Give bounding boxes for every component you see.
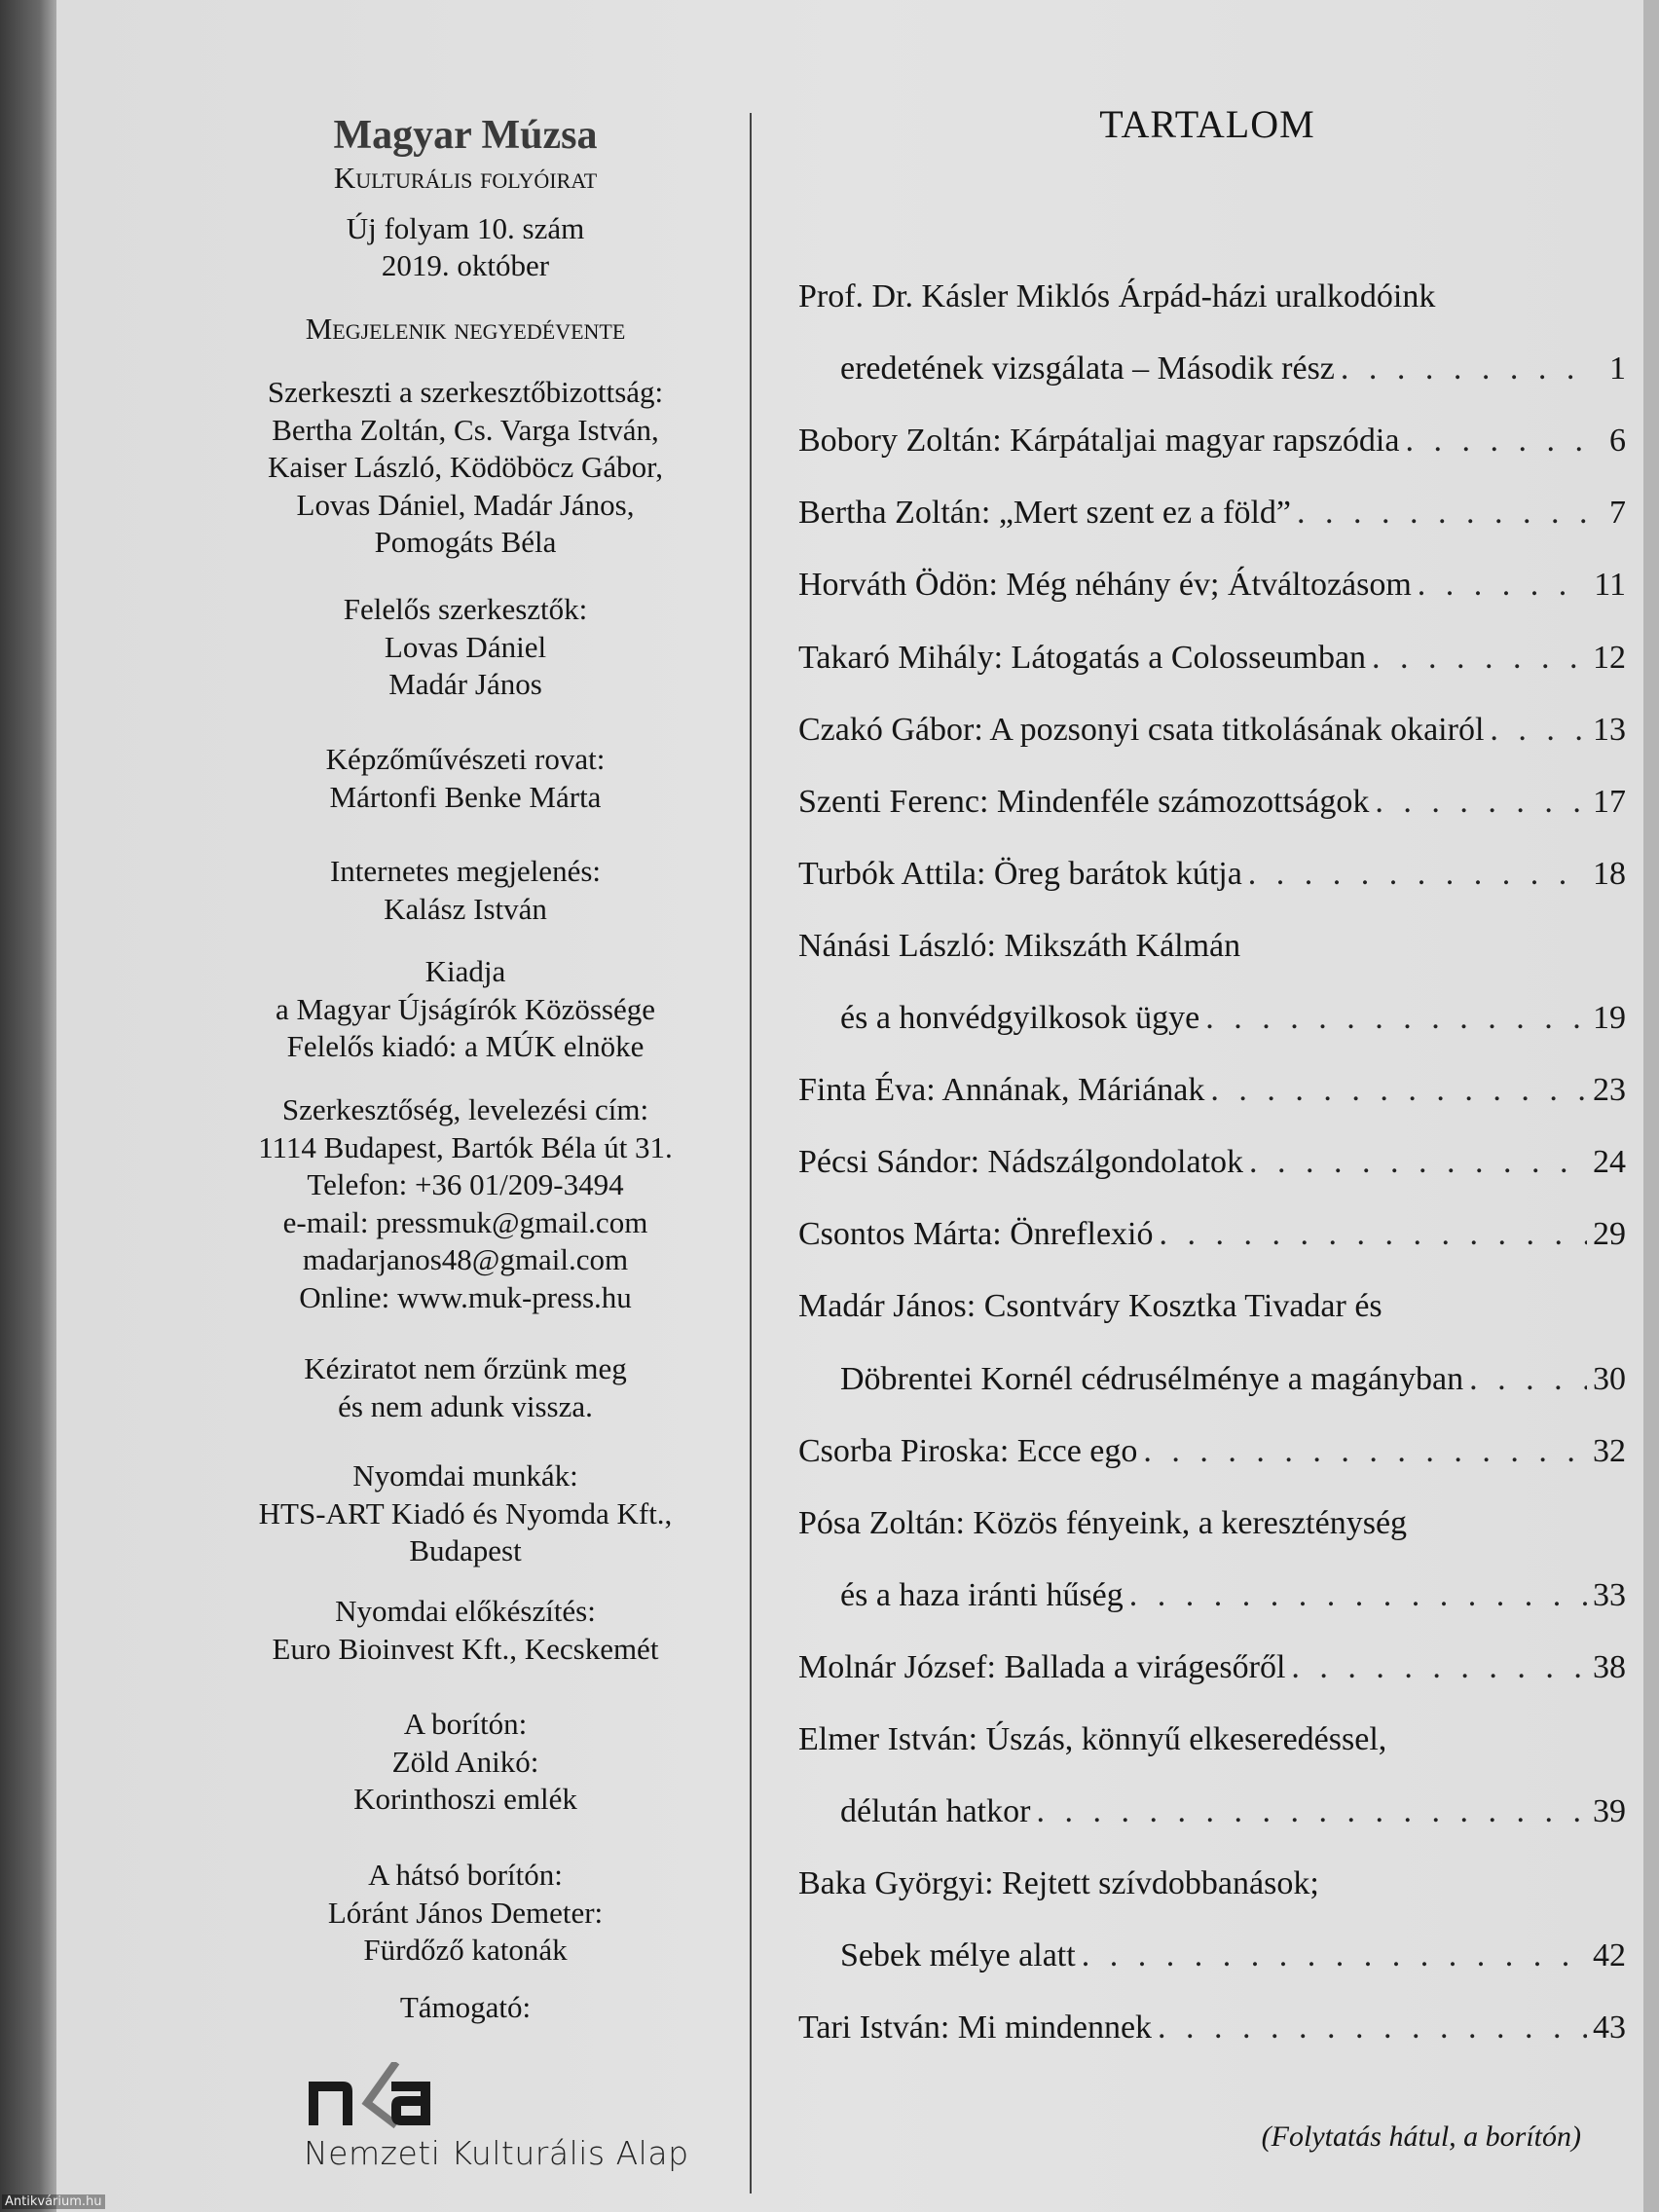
toc-page-number: 18 (1593, 855, 1626, 892)
toc-entry (798, 350, 1626, 389)
imprint-line: e-mail: pressmuk@gmail.com (282, 1204, 648, 1239)
toc-entry-title: Sebek mélye alatt (840, 1937, 1076, 1974)
toc-entry-title: Madár János: Csontváry Kosztka Tivadar és (798, 1288, 1382, 1325)
toc-entry-title: délután hatkor (840, 1793, 1031, 1830)
imprint-line: Kéziratot nem őrzünk meg (304, 1351, 627, 1385)
dot-leader (1375, 784, 1587, 821)
dot-leader (1210, 1072, 1587, 1109)
toc-entry (798, 1937, 1626, 1976)
frequency: Megjelenik negyedévente (305, 312, 626, 346)
continuation-note: (Folytatás hátul, a borítón) (1261, 2120, 1581, 2153)
toc-entry (798, 1793, 1626, 1832)
toc-page-number: 6 (1609, 423, 1626, 460)
toc-page-number: 43 (1593, 2009, 1626, 2046)
toc-entry (798, 1865, 1626, 1904)
imprint-line: Képzőművészeti rovat: (325, 742, 606, 776)
imprint-line: Pomogáts Béla (374, 525, 557, 559)
toc-entry-title: eredetének vizsgálata – Második rész (840, 350, 1335, 387)
imprint-line: HTS-ART Kiadó és Nyomda Kft., (258, 1495, 673, 1530)
imprint-line: Internetes megjelenés: (329, 854, 602, 888)
imprint-group (222, 1593, 709, 1668)
toc-entry (798, 1000, 1626, 1039)
toc-entry-title: Czakó Gábor: A pozsonyi csata titkolásának okairól (798, 711, 1485, 748)
toc-entry-title: és a honvédgyilkosok ügye (840, 1000, 1200, 1036)
toc-entry-title: Csontos Márta: Önreflexió (798, 1216, 1154, 1253)
imprint-line: Kalász István (384, 891, 547, 926)
photo-edge-right (1643, 0, 1659, 2212)
toc-entry (798, 856, 1626, 895)
imprint-line: Budapest (409, 1533, 522, 1567)
dot-leader (1291, 1649, 1587, 1686)
dot-leader (1143, 1433, 1587, 1470)
imprint-group (222, 1989, 709, 2027)
toc-entry-title: Molnár József: Ballada a virágesőről (798, 1648, 1286, 1685)
dot-leader (1341, 350, 1591, 387)
subtitle: Kulturális folyóirat (333, 161, 598, 195)
imprint-line: Nyomdai munkák: (352, 1458, 578, 1493)
imprint-line: Madár János (388, 667, 542, 701)
toc-page-number: 29 (1593, 1216, 1626, 1253)
masthead: Magyar Múzsa (333, 113, 598, 158)
toc-entry-title: Horváth Ödön: Még néhány év; Átváltozásom (798, 567, 1412, 604)
toc-page-number: 11 (1594, 567, 1626, 604)
toc-page-number: 38 (1593, 1648, 1626, 1685)
toc-entry-title: Nánási László: Mikszáth Kálmán (798, 927, 1241, 964)
toc-page-number: 1 (1609, 350, 1626, 387)
dot-leader (1372, 640, 1587, 677)
imprint-line: a Magyar Újságírók Közössége (276, 991, 655, 1026)
imprint-group (222, 1350, 709, 1425)
toc-page-number: 33 (1593, 1576, 1626, 1613)
toc-entry (798, 640, 1626, 679)
toc-page-number: 39 (1593, 1793, 1626, 1830)
dot-leader (1418, 567, 1588, 604)
toc-entry (798, 567, 1626, 606)
toc-entry-title: Csorba Piroska: Ecce ego (798, 1432, 1138, 1469)
toc-page-number: 13 (1593, 711, 1626, 748)
photo-edge-left (0, 0, 56, 2212)
issue-number: Új folyam 10. szám (346, 211, 585, 245)
toc-entry (798, 2009, 1626, 2048)
imprint-line: Szerkeszti a szerkesztőbizottság: (267, 375, 664, 409)
imprint-line: és nem adunk vissza. (338, 1388, 593, 1423)
dot-leader (1036, 1793, 1587, 1830)
toc-page-number: 30 (1593, 1360, 1626, 1397)
toc-entry (798, 1721, 1626, 1760)
toc-page-number: 19 (1593, 1000, 1626, 1036)
toc-entry-title: Tari István: Mi mindennek (798, 2009, 1153, 2046)
toc-entry-title: Szenti Ferenc: Mindenféle számozottságok (798, 783, 1370, 820)
toc-entry-title: Pécsi Sándor: Nádszálgondolatok (798, 1144, 1244, 1181)
imprint-line: A hátsó borítón: (368, 1858, 563, 1892)
toc-entry-title: Bobory Zoltán: Kárpátaljai magyar rapszódia (798, 423, 1400, 460)
dot-leader (1469, 1361, 1587, 1398)
toc-entry (798, 1144, 1626, 1183)
dot-leader (1249, 1144, 1587, 1181)
column-divider (750, 113, 752, 2194)
imprint-line: Felelős szerkesztők: (343, 592, 588, 626)
toc-entry (798, 1288, 1626, 1327)
toc-entry-title: Turbók Attila: Öreg barátok kútja (798, 855, 1242, 892)
dot-leader (1490, 712, 1587, 749)
dot-leader (1405, 423, 1591, 460)
toc-entry (798, 1216, 1626, 1255)
dot-leader (1082, 1937, 1587, 1974)
imprint-group (222, 374, 709, 562)
imprint-line: Támogató: (399, 1990, 532, 2024)
toc-entry (798, 784, 1626, 823)
toc-page-number: 32 (1593, 1432, 1626, 1469)
imprint-group (222, 741, 709, 816)
imprint-line: Lóránt János Demeter: (327, 1895, 604, 1930)
imprint-line: Felelős kiadó: a MÚK elnöke (286, 1029, 645, 1063)
toc-entry-title: Pósa Zoltán: Közös fényeink, a kereszténység (798, 1504, 1408, 1541)
toc-entry-title: Döbrentei Kornél cédrusélménye a magányban (840, 1360, 1464, 1397)
imprint-line: Zöld Anikó: (391, 1744, 539, 1779)
imprint-line: madarjanos48@gmail.com (302, 1242, 629, 1276)
toc-entry (798, 1649, 1626, 1688)
imprint-group (222, 1091, 709, 1316)
imprint-line: Fürdőző katonák (363, 1933, 568, 1967)
dot-leader (1129, 1577, 1587, 1614)
imprint-line: Euro Bioinvest Kft., Kecskemét (272, 1631, 659, 1666)
imprint-line: Korinthoszi emlék (353, 1782, 577, 1816)
imprint-group (222, 591, 709, 704)
toc-page-number: 42 (1593, 1937, 1626, 1974)
toc-entry (798, 278, 1626, 317)
imprint-line: 1114 Budapest, Bartók Béla út 31. (258, 1129, 673, 1164)
toc-entry (798, 1433, 1626, 1472)
toc-entry-title: Takaró Mihály: Látogatás a Colosseumban (798, 639, 1367, 676)
toc-entry (798, 1577, 1626, 1616)
toc-entry (798, 495, 1626, 534)
toc-title: TARTALOM (1099, 102, 1315, 146)
dot-leader (1205, 1000, 1587, 1037)
imprint-line: A borítón: (403, 1707, 528, 1741)
toc-page-number: 24 (1593, 1144, 1626, 1181)
imprint-line: Szerkesztőség, levelezési cím: (281, 1092, 649, 1126)
toc-entry (798, 1505, 1626, 1544)
toc-entry (798, 928, 1626, 967)
dot-leader (1248, 856, 1587, 893)
toc-entry-title: és a haza iránti hűség (840, 1576, 1124, 1613)
imprint-line: Kaiser László, Ködöböcz Gábor, (268, 450, 663, 484)
toc-entry (798, 1072, 1626, 1111)
toc-entry (798, 1361, 1626, 1400)
imprint-line: Kiadja (424, 954, 506, 988)
imprint-group (222, 1857, 709, 1970)
toc-entry (798, 423, 1626, 461)
imprint-line: Nyomdai előkészítés: (335, 1594, 596, 1628)
toc-entry-title: Elmer István: Úszás, könnyű elkeseredéssel, (798, 1721, 1387, 1757)
imprint-group (222, 953, 709, 1066)
imprint-line: Bertha Zoltán, Cs. Varga István, (272, 412, 659, 447)
imprint-line: Lovas Dániel (384, 629, 547, 664)
issue-date: 2019. október (381, 248, 550, 282)
toc-page-number: 7 (1609, 495, 1626, 532)
toc-entry-title: Prof. Dr. Kásler Miklós Árpád-házi uralkodóink (798, 278, 1436, 314)
imprint-group (222, 1457, 709, 1570)
sponsor-name: Nemzeti Kulturális Alap (304, 2134, 689, 2172)
toc-entry-title: Finta Éva: Annának, Máriának (798, 1072, 1205, 1109)
toc-entry-title: Baka Györgyi: Rejtett szívdobbanások; (798, 1865, 1319, 1902)
imprint-line: Lovas Dániel, Madár János, (296, 487, 635, 522)
toc-page-number: 17 (1593, 783, 1626, 820)
imprint-line: Telefon: +36 01/209-3494 (307, 1167, 624, 1201)
watermark: Antikvárium.hu (2, 2194, 105, 2209)
toc-page-number: 12 (1593, 639, 1626, 676)
imprint-group (222, 853, 709, 928)
imprint-group (222, 1706, 709, 1819)
toc-entry (798, 712, 1626, 751)
dot-leader (1158, 2009, 1587, 2046)
dot-leader (1160, 1216, 1588, 1253)
toc-page-number: 23 (1593, 1072, 1626, 1109)
toc-entry-title: Bertha Zoltán: „Mert szent ez a föld” (798, 495, 1291, 532)
imprint-line: Online: www.muk-press.hu (299, 1279, 632, 1314)
dot-leader (1297, 495, 1591, 532)
imprint-line: Mártonfi Benke Márta (329, 779, 602, 814)
